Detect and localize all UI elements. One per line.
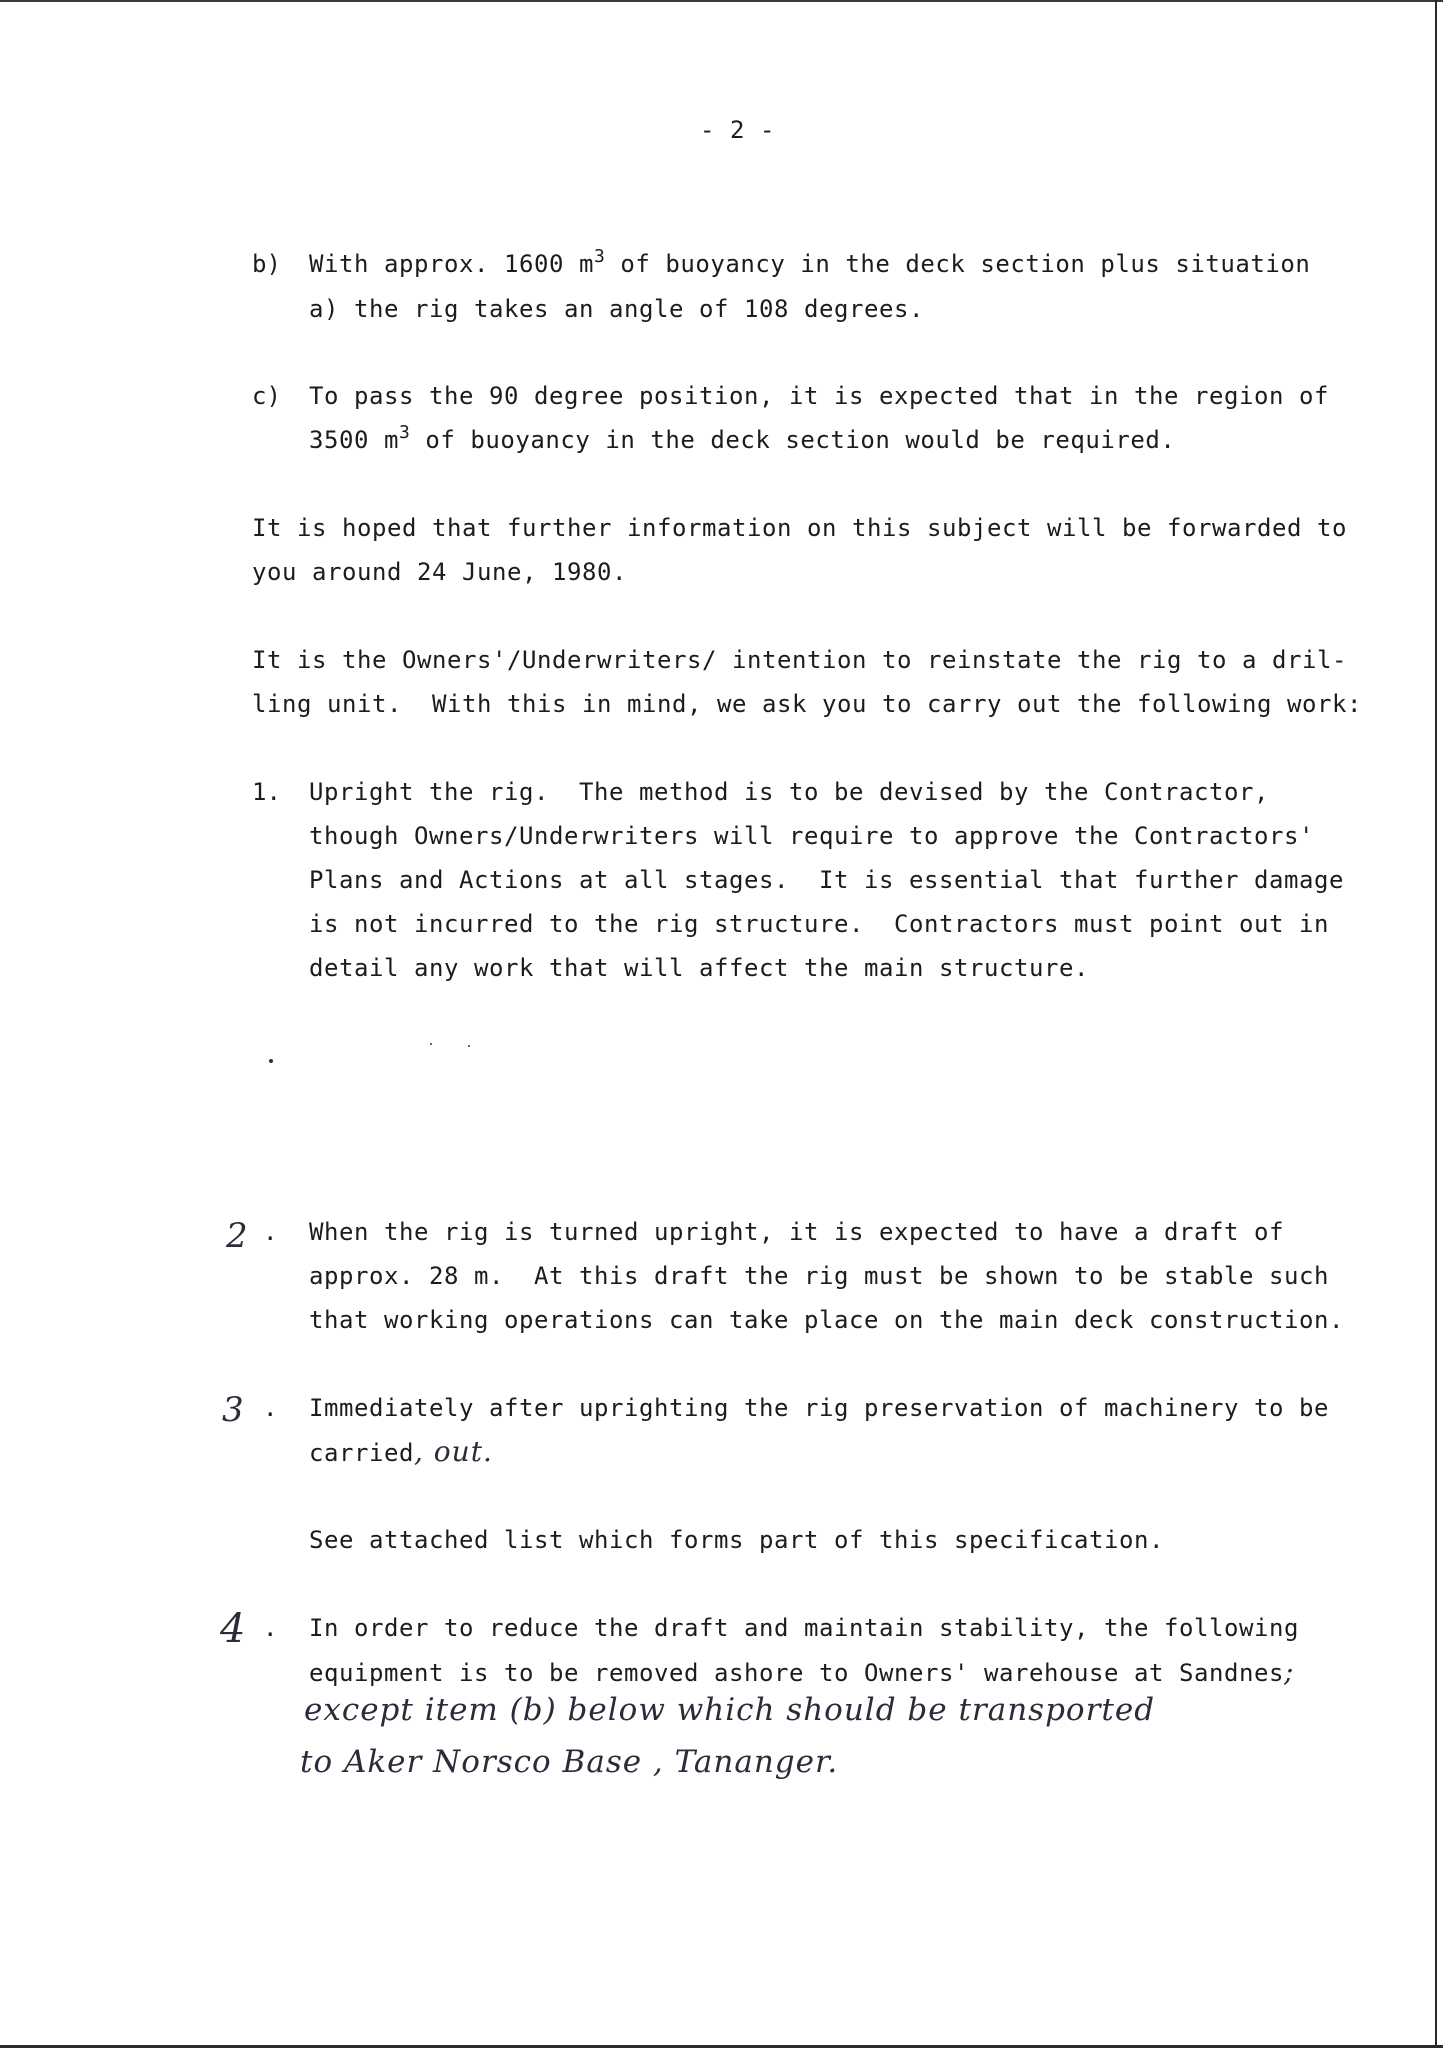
work-item-2-line-2: approx. 28 m. At this draft the rig must be shown to be stable such xyxy=(309,1262,1329,1290)
item-b-line-2: a) the rig takes an angle of 108 degrees. xyxy=(309,295,924,323)
scan-edge-right xyxy=(1435,0,1437,2048)
work-item-2-marker: . xyxy=(263,1218,278,1246)
work-item-4-handwritten-number: 4 xyxy=(220,1606,246,1652)
work-item-1-line-1: Upright the rig. The method is to be devised by the Contractor, xyxy=(309,778,1269,806)
work-item-1-line-5: detail any work that will affect the main structure. xyxy=(309,954,1089,982)
work-item-4-handwritten-line-1: except item (b) below which should be transported xyxy=(304,1692,1156,1728)
work-item-4-marker: . xyxy=(263,1614,278,1642)
work-item-3-handwritten-insert: , out. xyxy=(414,1435,493,1468)
work-item-4-handwritten-suffix: ; xyxy=(1283,1655,1294,1688)
item-c-text-a: 3500 m xyxy=(309,426,399,454)
item-c-text-b: of buoyancy in the deck section would be required. xyxy=(410,426,1176,454)
work-item-3-text: carried xyxy=(309,1439,414,1467)
paragraph-intention-line-1: It is the Owners'/Underwriters/ intention to reinstate the rig to a dril- xyxy=(252,646,1347,674)
work-item-1-marker: 1. xyxy=(252,778,281,806)
scan-edge-top xyxy=(0,0,1443,2)
work-item-1-line-2: though Owners/Underwriters will require to approve the Contractors' xyxy=(309,822,1314,850)
item-c-line-2 xyxy=(309,422,1176,455)
work-item-2-handwritten-number: 2 xyxy=(226,1216,248,1256)
superscript-3: 3 xyxy=(594,246,606,267)
paragraph-hope-line-1: It is hoped that further information on this subject will be forwarded to xyxy=(252,514,1347,542)
page-number: - 2 - xyxy=(700,116,775,144)
work-item-2-line-1: When the rig is turned upright, it is expected to have a draft of xyxy=(309,1218,1284,1246)
item-b-line-1 xyxy=(309,246,1311,279)
work-item-3-marker: . xyxy=(263,1394,278,1422)
item-b-marker: b) xyxy=(252,250,281,278)
stray-mark xyxy=(269,1059,273,1063)
work-item-3-line-1: Immediately after uprighting the rig preservation of machinery to be xyxy=(309,1394,1329,1422)
work-item-4-line-2 xyxy=(309,1657,1294,1688)
work-item-4-text: equipment is to be removed ashore to Owners' warehouse at Sandnes xyxy=(309,1659,1284,1687)
paragraph-hope-line-2: you around 24 June, 1980. xyxy=(252,558,627,586)
work-item-3-handwritten-number: 3 xyxy=(222,1390,244,1430)
item-c-marker: c) xyxy=(252,382,281,410)
work-item-4-handwritten-line-2: to Aker Norsco Base , Tananger. xyxy=(300,1744,839,1780)
stray-mark xyxy=(430,1043,432,1045)
work-item-2-line-3: that working operations can take place on the main deck construction. xyxy=(309,1306,1344,1334)
paragraph-intention-line-2: ling unit. With this in mind, we ask you to carry out the following work: xyxy=(252,690,1362,718)
work-item-1-line-4: is not incurred to the rig structure. Contractors must point out in xyxy=(309,910,1329,938)
item-b-text-b: of buoyancy in the deck section plus situation xyxy=(605,250,1311,278)
superscript-3: 3 xyxy=(399,422,411,443)
work-item-4-line-1: In order to reduce the draft and maintain stability, the following xyxy=(309,1614,1299,1642)
work-item-3-line-2 xyxy=(309,1437,493,1468)
item-c-line-1: To pass the 90 degree position, it is expected that in the region of xyxy=(309,382,1329,410)
work-item-3-line-3: See attached list which forms part of this specification. xyxy=(309,1526,1164,1554)
item-b-text-a: With approx. 1600 m xyxy=(309,250,594,278)
stray-mark xyxy=(468,1045,470,1047)
work-item-1-line-3: Plans and Actions at all stages. It is essential that further damage xyxy=(309,866,1344,894)
